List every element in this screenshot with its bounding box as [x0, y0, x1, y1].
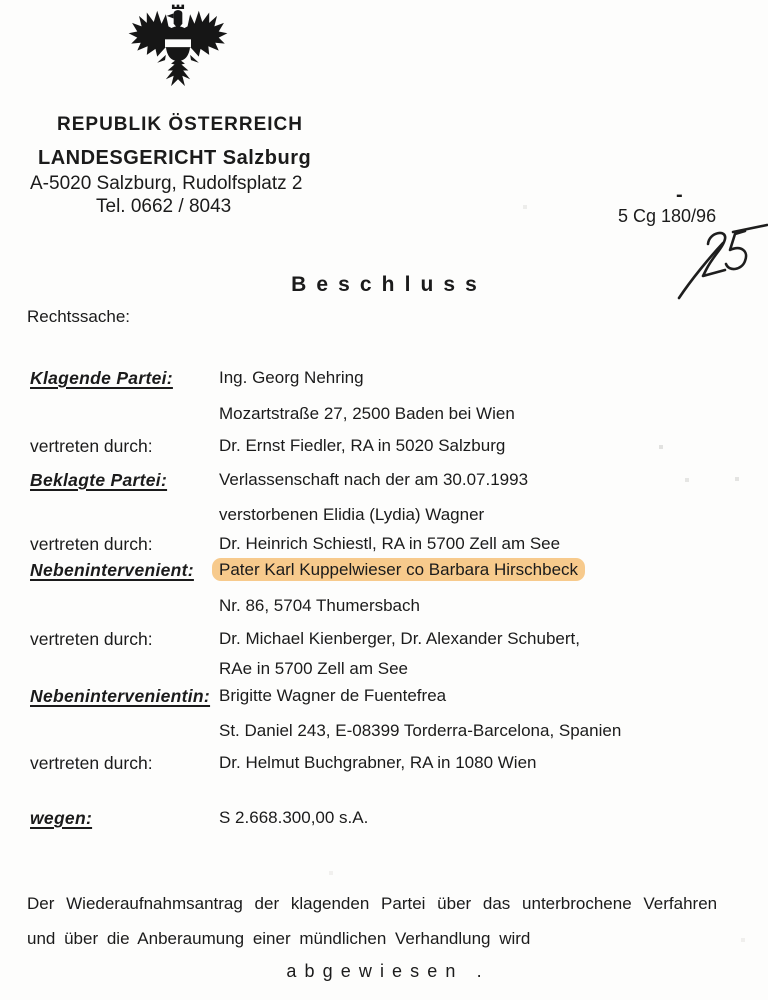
amount-row — [0, 808, 768, 832]
party-value: Nr. 86, 5704 Thumersbach — [219, 596, 420, 615]
party-row — [0, 686, 768, 710]
party-row — [0, 596, 768, 620]
party-row — [0, 659, 768, 683]
party-row — [0, 505, 768, 529]
court-address: A-5020 Salzburg, Rudolfsplatz 2 — [30, 173, 303, 194]
country-name: REPUBLIK ÖSTERREICH — [57, 114, 303, 135]
party-value: St. Daniel 243, E-08399 Torderra-Barcelona, Spanien — [219, 721, 622, 740]
party-row — [0, 368, 768, 392]
austrian-eagle-emblem — [126, 2, 230, 94]
party-row — [0, 560, 768, 584]
decision-text-line2: und über die Anberaumung einer mündlichen Verhandlung wird — [27, 929, 531, 948]
party-value: Dr. Ernst Fiedler, RA in 5020 Salzburg — [219, 436, 506, 455]
party-row — [0, 436, 768, 460]
court-name: LANDESGERICHT Salzburg — [38, 147, 312, 169]
party-value: RAe in 5700 Zell am See — [219, 659, 408, 678]
decision-text-line1: Der Wiederaufnahmsantrag der klagenden Partei über das unterbrochene Verfahren — [27, 894, 718, 913]
scan-noise-specks — [0, 0, 2, 2]
party-row — [0, 721, 768, 745]
party-label: vertreten durch: — [30, 753, 153, 773]
party-value: Dr. Helmut Buchgrabner, RA in 1080 Wien — [219, 753, 537, 772]
party-value — [219, 560, 585, 580]
party-label: vertreten durch: — [30, 534, 153, 554]
party-label: Klagende Partei: — [30, 368, 173, 388]
party-label: Beklagte Partei: — [30, 470, 168, 490]
party-label: vertreten durch: — [30, 436, 153, 456]
party-row — [0, 404, 768, 428]
party-value: Dr. Heinrich Schiestl, RA in 5700 Zell am See — [219, 534, 561, 553]
amount-value: S 2.668.300,00 s.A. — [219, 808, 369, 827]
court-phone: Tel. 0662 / 8043 — [96, 196, 232, 217]
party-value: Dr. Michael Kienberger, Dr. Alexander Schubert, — [219, 629, 580, 648]
party-value: Verlassenschaft nach der am 30.07.1993 — [219, 470, 529, 489]
highlighted-text: Pater Karl Kuppelwieser co Barbara Hirschbeck — [212, 558, 585, 581]
decision-result: abgewiesen . — [286, 961, 490, 981]
dash-mark: - — [676, 184, 683, 206]
party-label: vertreten durch: — [30, 629, 153, 649]
amount-label: wegen: — [30, 808, 93, 828]
party-value: Ing. Georg Nehring — [219, 368, 364, 387]
party-value: Brigitte Wagner de Fuentefrea — [219, 686, 447, 705]
party-row — [0, 629, 768, 653]
party-value: verstorbenen Elidia (Lydia) Wagner — [219, 505, 485, 524]
party-row — [0, 753, 768, 777]
document-title: Beschluss — [291, 273, 487, 296]
case-number: 5 Cg 180/96 — [618, 206, 717, 226]
party-value: Mozartstraße 27, 2500 Baden bei Wien — [219, 404, 515, 423]
subject-label: Rechtssache: — [27, 307, 130, 326]
party-row — [0, 470, 768, 494]
party-label: Nebenintervenient: — [30, 560, 194, 580]
party-label: Nebenintervenientin: — [30, 686, 211, 706]
party-row — [0, 534, 768, 558]
